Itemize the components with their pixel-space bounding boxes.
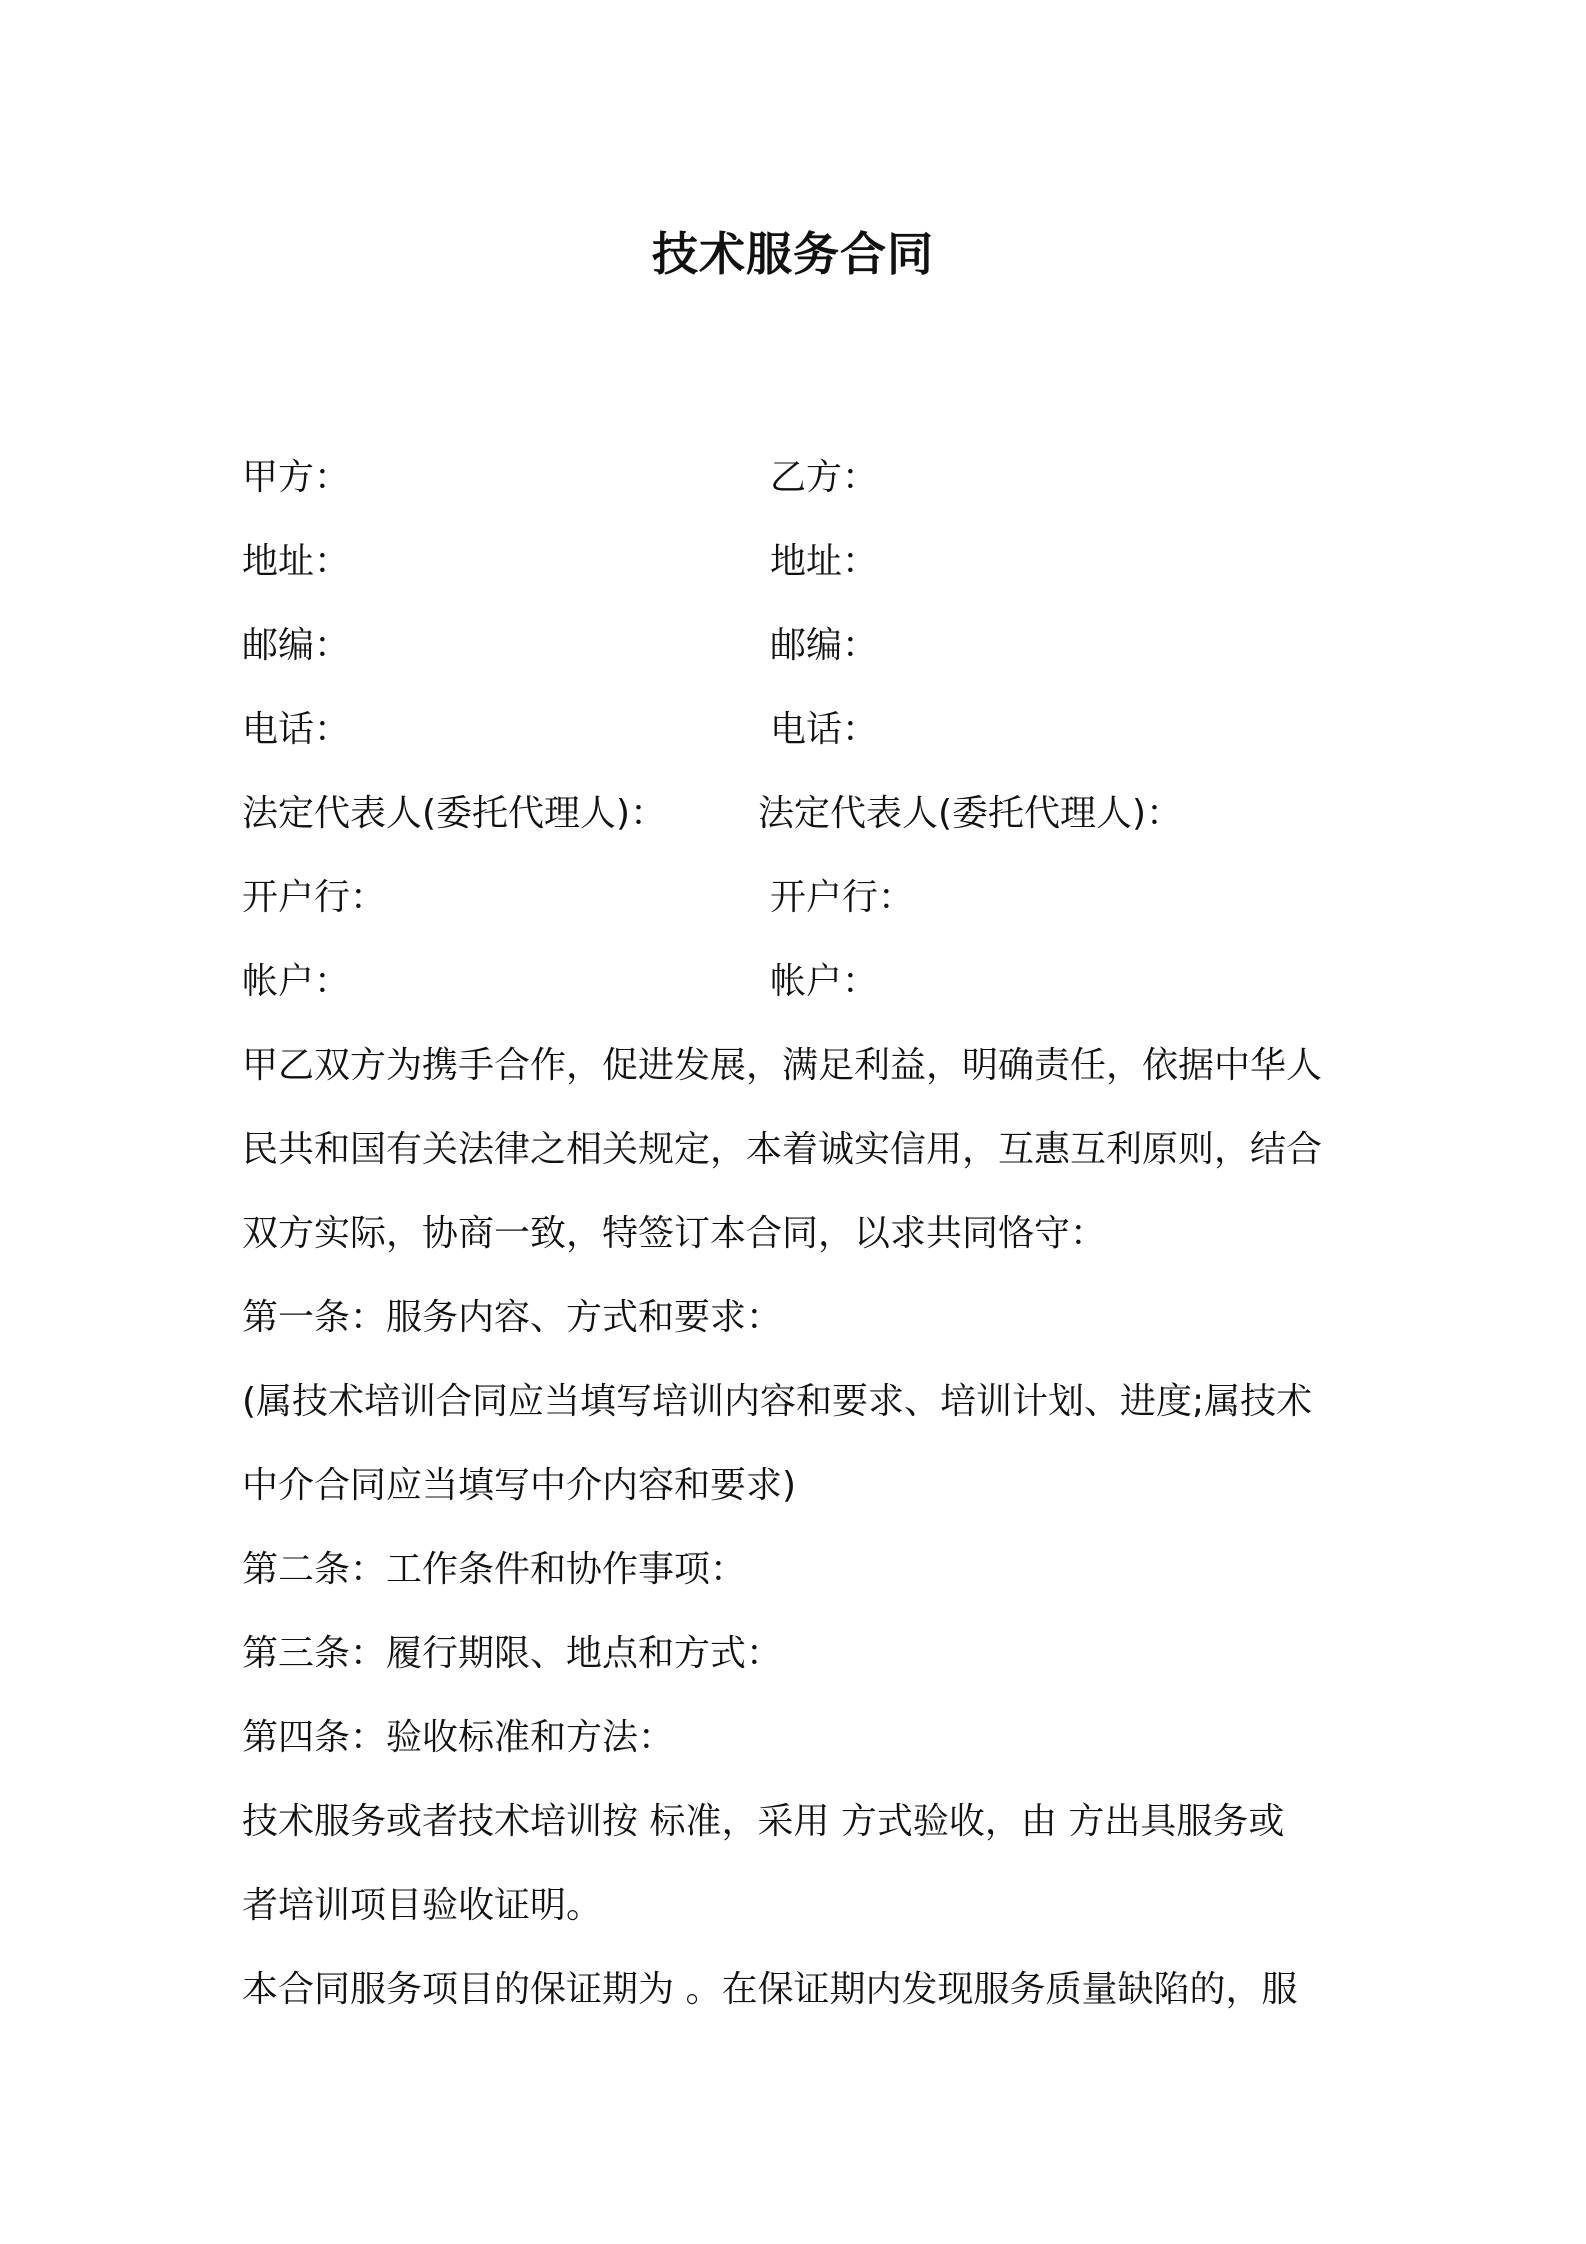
document-title: 技术服务合同 xyxy=(652,227,934,281)
body-line: 甲乙双方为携手合作，促进发展，满足利益，明确责任，依据中华人 xyxy=(242,1045,1323,1086)
party-b-label: 乙方： xyxy=(770,457,879,498)
party-a-address: 地址： xyxy=(242,541,351,582)
article-2-heading: 第二条：工作条件和协作事项： xyxy=(242,1549,747,1590)
party-a-label: 甲方： xyxy=(242,457,351,498)
article-4-heading: 第四条：验收标准和方法： xyxy=(242,1717,675,1758)
party-b-legal-representative: 法定代表人(委托代理人)： xyxy=(758,793,1183,834)
body-line: 中介合同应当填写中介内容和要求) xyxy=(242,1465,797,1506)
party-b-phone: 电话： xyxy=(770,709,879,750)
party-a-account: 帐户： xyxy=(242,961,351,1002)
article-1-heading: 第一条：服务内容、方式和要求： xyxy=(242,1297,783,1338)
party-a-postcode: 邮编： xyxy=(242,625,351,666)
body-line: (属技术培训合同应当填写培训内容和要求、培训计划、进度;属技术 xyxy=(242,1381,1313,1422)
body-line: 民共和国有关法律之相关规定，本着诚实信用，互惠互利原则，结合 xyxy=(242,1129,1323,1170)
party-a-phone: 电话： xyxy=(242,709,351,750)
body-line: 双方实际，协商一致，特签订本合同，以求共同恪守： xyxy=(242,1213,1107,1254)
party-a-legal-representative: 法定代表人(委托代理人)： xyxy=(242,793,667,834)
body-line: 本合同服务项目的保证期为 。在保证期内发现服务质量缺陷的，服 xyxy=(242,1969,1298,2010)
body-line: 者培训项目验收证明。 xyxy=(242,1885,603,1926)
party-b-postcode: 邮编： xyxy=(770,625,879,666)
party-b-address: 地址： xyxy=(770,541,879,582)
party-b-bank: 开户行： xyxy=(770,877,915,918)
article-3-heading: 第三条：履行期限、地点和方式： xyxy=(242,1633,783,1674)
party-b-account: 帐户： xyxy=(770,961,879,1002)
body-line: 技术服务或者技术培训按 标准，采用 方式验收，由 方出具服务或 xyxy=(242,1801,1285,1842)
party-a-bank: 开户行： xyxy=(242,877,387,918)
